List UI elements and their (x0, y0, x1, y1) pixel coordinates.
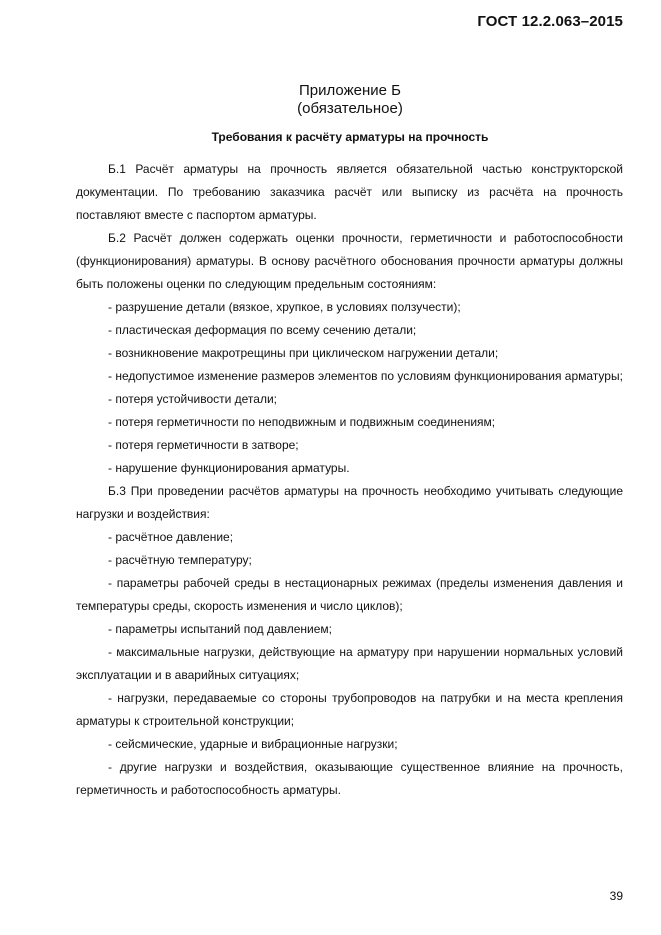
list-item: - сейсмические, ударные и вибрационные нагрузки; (108, 737, 398, 751)
list-item: - нагрузки, передаваемые со стороны трубопроводов на патрубки и на места крепления арматуры к строительной конструкции; (76, 691, 623, 728)
list-item: - максимальные нагрузки, действующие на арматуру при нарушении нормальных условий эксплуатации и в аварийных ситуациях; (76, 645, 623, 682)
section-title: Требования к расчёту арматуры на прочность (211, 130, 489, 144)
list-item: - другие нагрузки и воздействия, оказывающие существенное влияние на прочность, герметичность и работоспособность арматуры. (76, 760, 623, 797)
paragraph-b3: Б.3 При проведении расчётов арматуры на прочность необходимо учитывать следующие нагрузки и воздействия: (76, 484, 623, 521)
list-item: - потеря герметичности по неподвижным и подвижным соединениям; (108, 415, 496, 429)
paragraph-b1: Б.1 Расчёт арматуры на прочность является обязательной частью конструкторской документации. По требованию заказчика расчёт или выписку из расчёта на прочность поставляют вместе с паспортом арматуры. (76, 162, 623, 222)
list-item: - разрушение детали (вязкое, хрупкое, в условиях ползучести); (108, 300, 461, 314)
list-item: - потеря герметичности в затворе; (108, 438, 299, 452)
list-item: - расчётное давление; (108, 530, 234, 544)
page-number: 39 (609, 889, 623, 903)
standard-code: ГОСТ 12.2.063–2015 (477, 13, 623, 30)
appendix-subtitle: (обязательное) (297, 100, 403, 117)
list-item: - расчётную температуру; (108, 553, 252, 567)
list-item: - пластическая деформация по всему сечению детали; (108, 323, 417, 337)
paragraph-b2: Б.2 Расчёт должен содержать оценки прочности, герметичности и работоспособности (функционирования) арматуры. В основу расчётного обоснования прочности арматуры должны быть положены оценки по следующим предельным состояниям: (76, 231, 623, 291)
list-item: - недопустимое изменение размеров элементов по условиям функционирования арматуры; (108, 369, 623, 383)
document-body (76, 158, 623, 802)
appendix-title: Приложение Б (299, 82, 401, 99)
list-item: - нарушение функционирования арматуры. (108, 461, 350, 475)
list-item: - возникновение макротрещины при циклическом нагружении детали; (108, 346, 499, 360)
list-item: - параметры рабочей среды в нестационарных режимах (пределы изменения давления и температуры среды, скорость изменения и число циклов); (76, 576, 623, 613)
list-item: - потеря устойчивости детали; (108, 392, 278, 406)
list-item: - параметры испытаний под давлением; (108, 622, 333, 636)
